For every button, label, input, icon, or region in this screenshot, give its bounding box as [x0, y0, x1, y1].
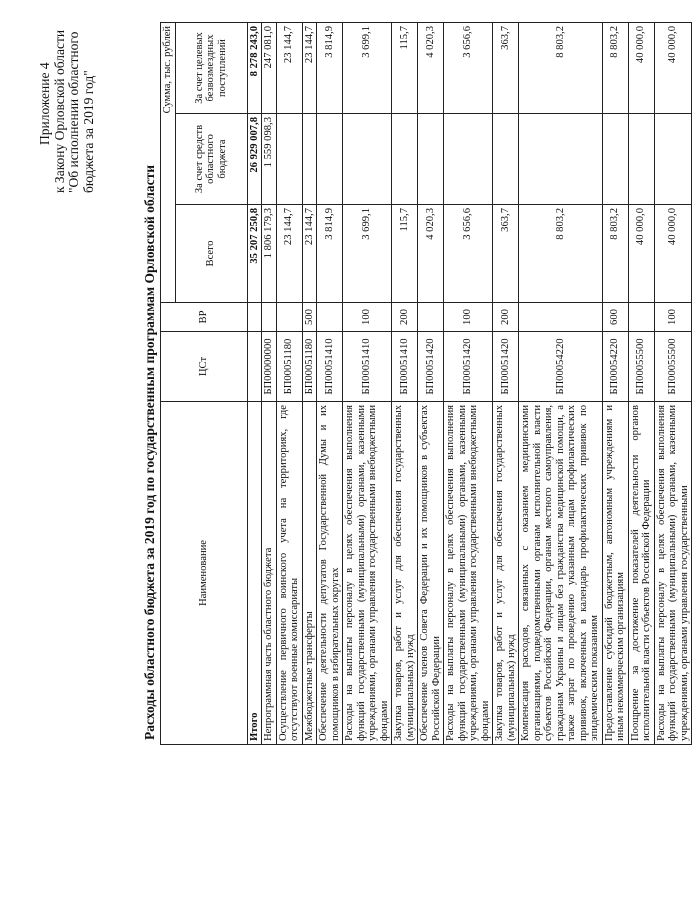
row-regional — [276, 114, 302, 205]
row-federal: 8 278 243,0 — [247, 23, 262, 114]
row-federal: 8 803,2 — [519, 23, 603, 114]
row-regional — [317, 114, 343, 205]
row-regional — [602, 114, 628, 205]
row-federal: 363,7 — [493, 23, 519, 114]
row-total: 35 207 250,8 — [247, 205, 262, 303]
row-csr: БП00000000 — [262, 332, 277, 402]
table-row — [343, 23, 392, 745]
row-name: Предоставление субсидий бюджетным, автономным учреждениям и иным некоммерческим организациям — [602, 402, 628, 745]
row-total: 8 803,2 — [519, 205, 603, 303]
table-row — [392, 23, 418, 745]
row-federal: 3 699,1 — [343, 23, 392, 114]
row-total: 40 000,0 — [654, 205, 692, 303]
row-regional — [628, 114, 654, 205]
row-vr — [418, 303, 444, 332]
expenses-table — [160, 22, 692, 745]
row-federal: 8 803,2 — [602, 23, 628, 114]
row-total: 4 020,3 — [418, 205, 444, 303]
row-regional — [343, 114, 392, 205]
row-total: 363,7 — [493, 205, 519, 303]
row-csr: БП00051420 — [444, 332, 493, 402]
table-row — [262, 23, 277, 745]
row-csr: БП00054220 — [602, 332, 628, 402]
row-total: 1 806 179,3 — [262, 205, 277, 303]
row-total: 40 000,0 — [628, 205, 654, 303]
appendix-number: Приложение 4 — [37, 62, 52, 145]
row-name: Обеспечение членов Совета Федерации и их помощников в субъектах Российской Федерации — [418, 402, 444, 745]
row-federal: 23 144,7 — [302, 23, 317, 114]
row-regional: 26 929 007,8 — [247, 114, 262, 205]
row-csr: БП00055500 — [654, 332, 692, 402]
row-name: Итого — [247, 402, 262, 745]
row-federal: 40 000,0 — [654, 23, 692, 114]
row-total: 23 144,7 — [276, 205, 302, 303]
table-body — [247, 23, 692, 745]
row-federal: 4 020,3 — [418, 23, 444, 114]
row-federal: 23 144,7 — [276, 23, 302, 114]
row-csr: БП00051410 — [317, 332, 343, 402]
header-regional: За счет средств областного бюджета — [175, 114, 247, 205]
row-csr: БП00051180 — [276, 332, 302, 402]
row-csr: БП00055500 — [628, 332, 654, 402]
table-row — [276, 23, 302, 745]
table-row — [493, 23, 519, 745]
row-regional — [519, 114, 603, 205]
row-regional — [444, 114, 493, 205]
row-regional — [654, 114, 692, 205]
row-total: 3 814,9 — [317, 205, 343, 303]
header-federal: За счет целевых безвозмездных поступлений — [175, 23, 247, 114]
row-vr: 200 — [392, 303, 418, 332]
table-row — [444, 23, 493, 745]
row-regional — [493, 114, 519, 205]
row-total: 8 803,2 — [602, 205, 628, 303]
row-name: Расходы на выплаты персоналу в целях обеспечения выполнения функций государственными (муниципальными) органами, казенными учреждениями, органами управления государственными внебюджетными фондами — [444, 402, 493, 745]
header-total: Всего — [175, 205, 247, 303]
table-row — [628, 23, 654, 745]
row-name: Осуществление первичного воинского учета на территориях, где отсутствуют военные комиссариаты — [276, 402, 302, 745]
row-vr — [247, 303, 262, 332]
row-federal: 247 081,0 — [262, 23, 277, 114]
row-federal: 3 656,6 — [444, 23, 493, 114]
header-sum-caption: Сумма, тыс. рублей — [161, 23, 176, 303]
row-csr: БП00051180 — [302, 332, 317, 402]
row-name: Поощрение за достижение показателей деятельности органов исполнительной власти субъектов Российской Федерации — [628, 402, 654, 745]
row-regional — [302, 114, 317, 205]
row-vr: 200 — [493, 303, 519, 332]
row-regional — [392, 114, 418, 205]
row-vr: 500 — [302, 303, 317, 332]
row-name: Закупка товаров, работ и услуг для обеспечения государственных (муниципальных) нужд — [493, 402, 519, 745]
row-name: Закупка товаров, работ и услуг для обеспечения государственных (муниципальных) нужд — [392, 402, 418, 745]
row-federal: 3 814,9 — [317, 23, 343, 114]
row-vr: 600 — [602, 303, 628, 332]
row-name: Компенсация расходов, связанных с оказанием медицинскими организациями, подведомственными органам исполнительной власти субъектов Российской Федерации, органам местного самоуправления, гражданам Украины и лицам без гражданства медицинской помощи, а также затрат по проведению указанным лицам профилактических прививок, включенных в календарь профилактических прививок по эпидемическим показаниям — [519, 402, 603, 745]
row-federal: 115,7 — [392, 23, 418, 114]
appendix-line: к Закону Орловской области — [51, 29, 67, 193]
table-row — [519, 23, 603, 745]
row-vr — [317, 303, 343, 332]
row-vr — [262, 303, 277, 332]
row-federal: 40 000,0 — [628, 23, 654, 114]
table-row — [418, 23, 444, 745]
row-total: 3 656,6 — [444, 205, 493, 303]
table-row — [317, 23, 343, 745]
row-vr: 100 — [343, 303, 392, 332]
row-total: 115,7 — [392, 205, 418, 303]
row-vr: 100 — [444, 303, 493, 332]
row-name: Межбюджетные трансферты — [302, 402, 317, 745]
row-name: Расходы на выплаты персоналу в целях обеспечения выполнения функций государственными (муниципальными) органами, казенными учреждениями, органами управления государственными — [654, 402, 692, 745]
row-vr: 100 — [654, 303, 692, 332]
row-total: 3 699,1 — [343, 205, 392, 303]
row-vr — [628, 303, 654, 332]
row-vr — [276, 303, 302, 332]
row-regional: 1 559 098,3 — [262, 114, 277, 205]
row-csr: БП00054220 — [519, 332, 603, 402]
header-name: Наименование — [161, 402, 248, 745]
appendix-line: "Об исполнении областного — [66, 31, 81, 193]
header-vr: ВР — [161, 303, 248, 332]
table-row — [247, 23, 262, 745]
row-total: 23 144,7 — [302, 205, 317, 303]
row-regional — [418, 114, 444, 205]
row-vr — [519, 303, 603, 332]
document-title: Расходы областного бюджета за 2019 год по государственным программам Орловской области — [142, 165, 157, 741]
row-csr: БП00051410 — [343, 332, 392, 402]
header-csr: ЦСт — [161, 332, 248, 402]
row-name: Обеспечение деятельности депутатов Государственной Думы и их помощников в избирательных округах — [317, 402, 343, 745]
table-row — [654, 23, 692, 745]
row-csr: БП00051420 — [418, 332, 444, 402]
row-name: Расходы на выплаты персоналу в целях обеспечения выполнения функций государственными (муниципальными) органами, казенными учреждениями, органами управления государственными внебюджетными фондами — [343, 402, 392, 745]
row-csr: БП00051420 — [493, 332, 519, 402]
row-csr: БП00051410 — [392, 332, 418, 402]
table-row — [302, 23, 317, 745]
table-row — [602, 23, 628, 745]
row-csr — [247, 332, 262, 402]
appendix-block — [38, 13, 96, 193]
row-name: Непрограммная часть областного бюджета — [262, 402, 277, 745]
appendix-line: бюджета за 2019 год" — [80, 70, 96, 193]
